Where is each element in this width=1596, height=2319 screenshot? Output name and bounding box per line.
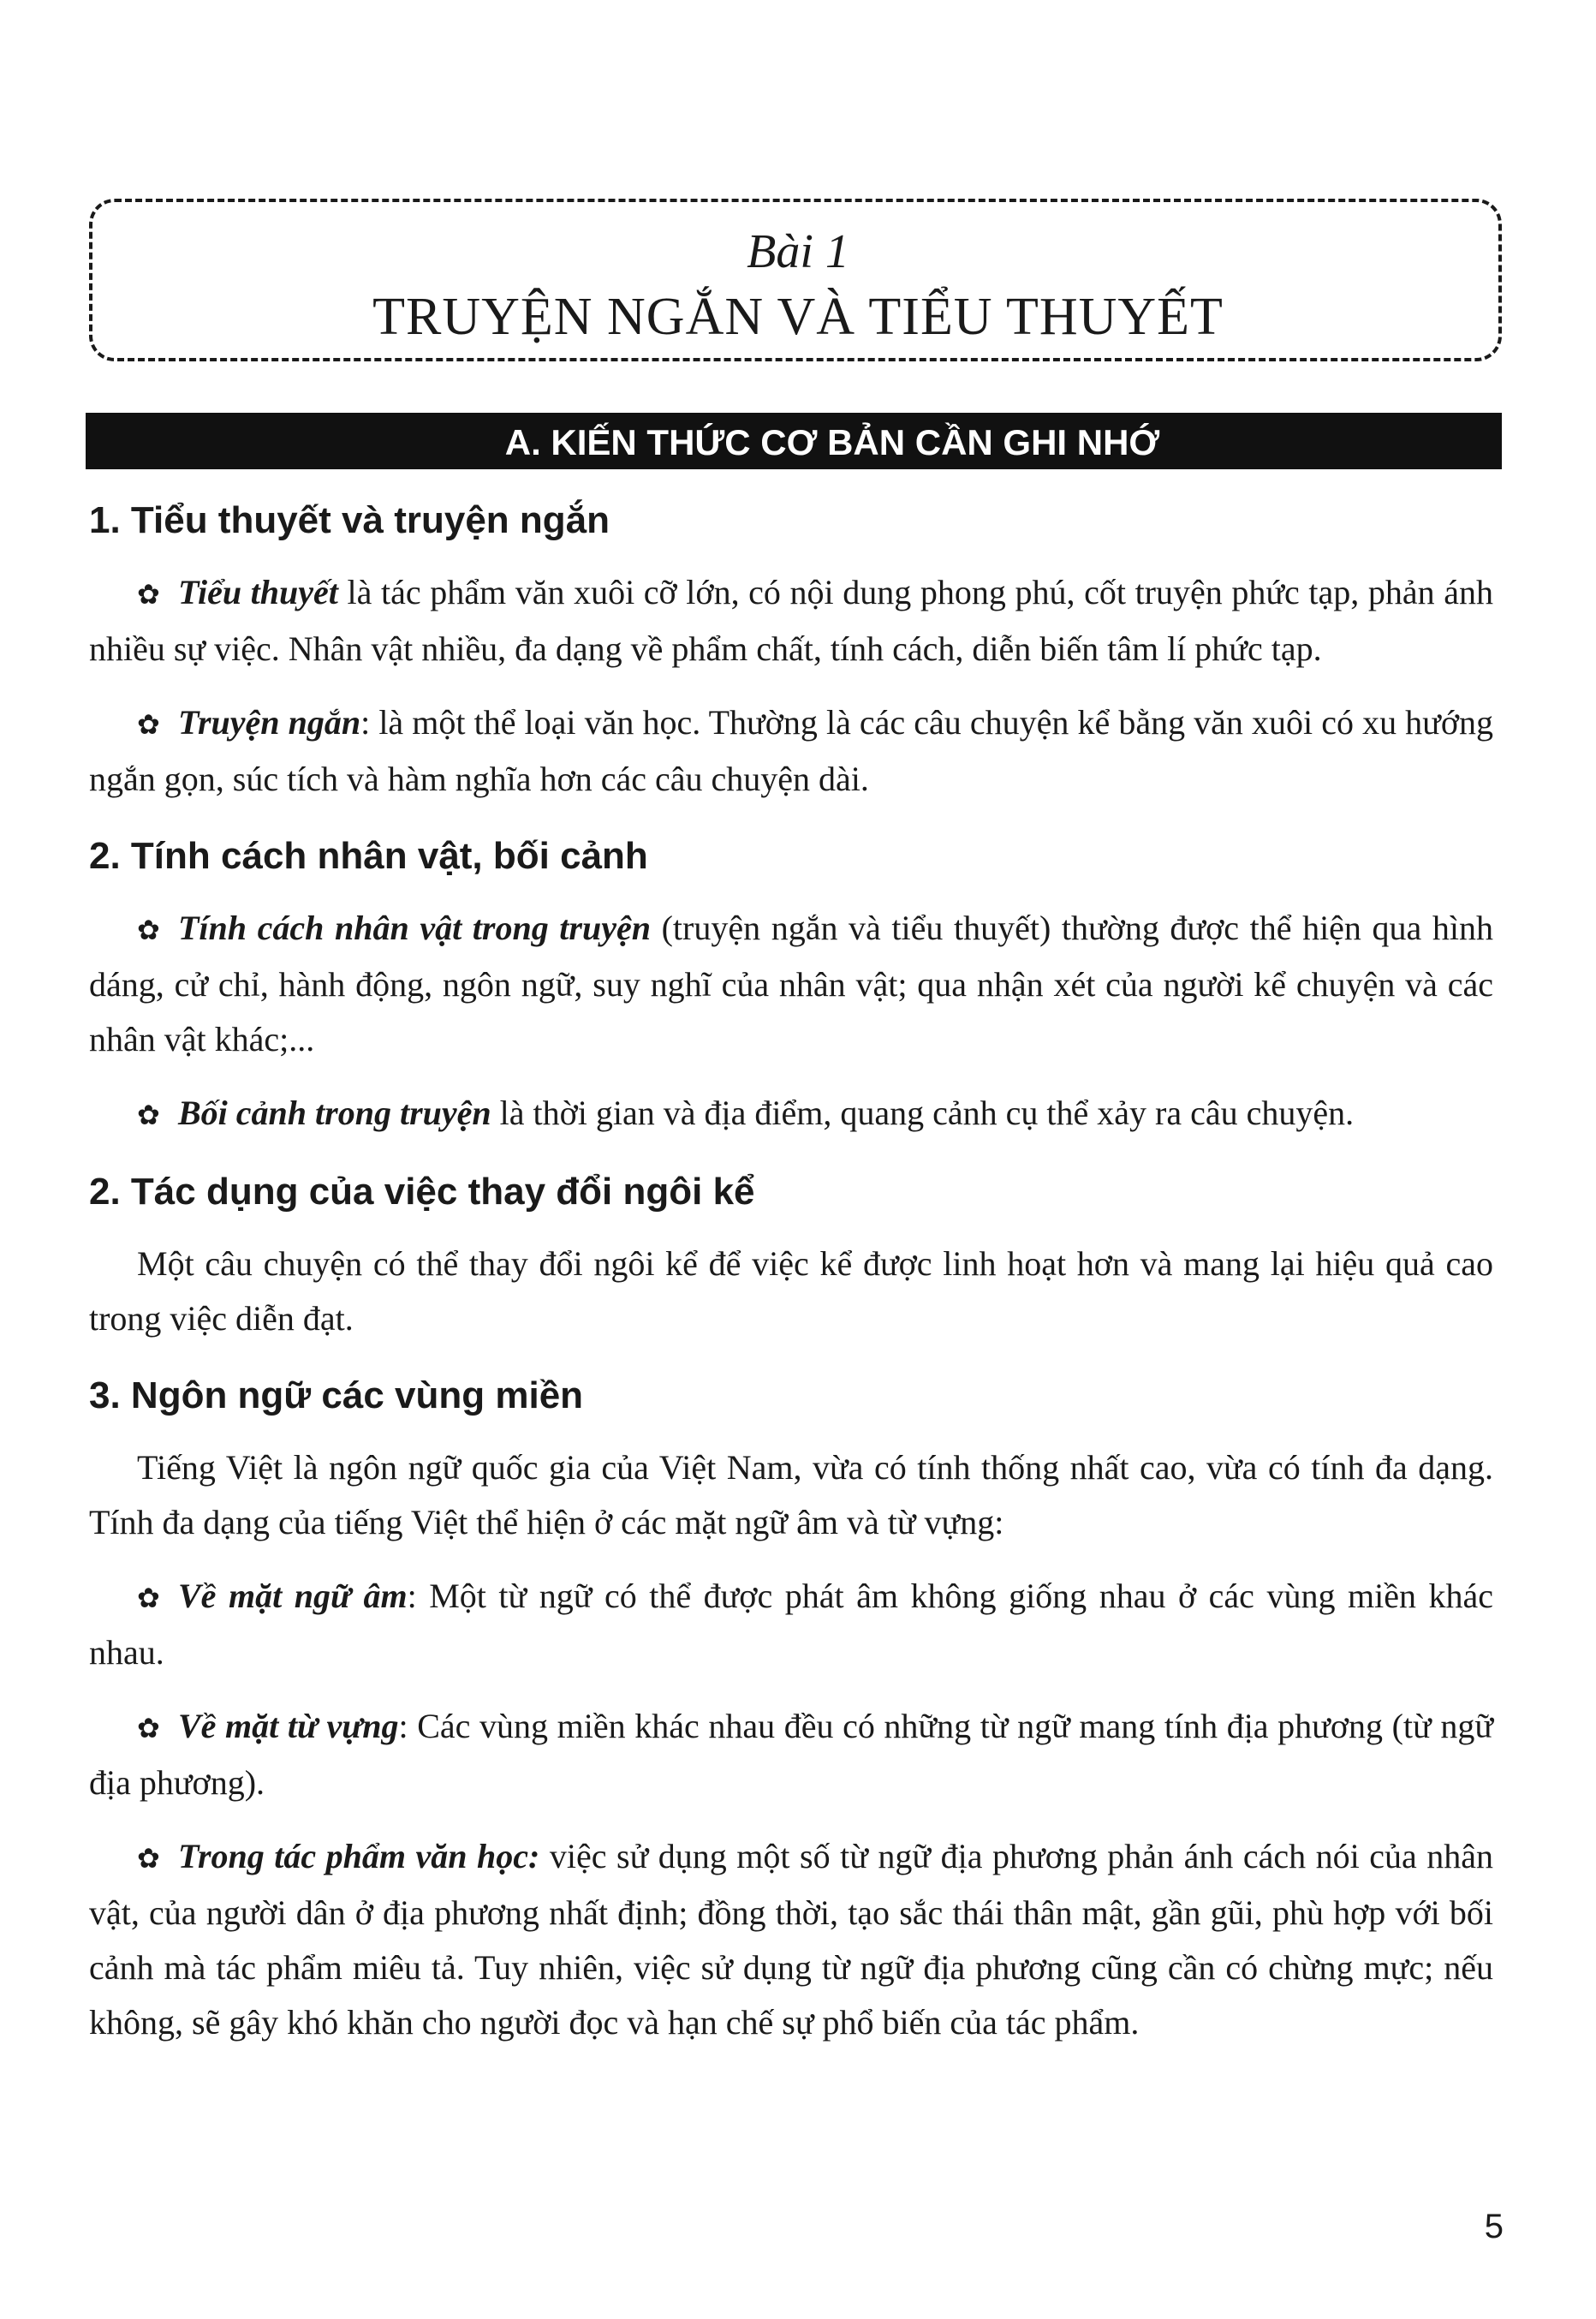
flower-icon: ✿: [137, 1843, 160, 1874]
section-heading-3: 2. Tác dụng của việc thay đổi ngôi kể: [89, 1171, 755, 1213]
paragraph-novel: [89, 565, 1493, 677]
text-short-story: : là một thể loại văn học. Thường là các câu chuyện kể bằng văn xuôi có xu hướng ngắn gọn, súc tích và hàm nghĩa hơn các câu chuyện dài.: [89, 703, 1493, 798]
flower-icon: ✿: [137, 915, 160, 945]
term-vocabulary: Về mặt từ vựng: [178, 1707, 399, 1745]
paragraph-phonetics: [89, 1569, 1493, 1680]
page-number: 5: [1484, 2208, 1504, 2245]
paragraph-short-story: [89, 695, 1493, 807]
paragraph-setting: [89, 1086, 1493, 1142]
flower-icon: ✿: [137, 1713, 160, 1744]
flower-icon: ✿: [137, 579, 160, 610]
lesson-title: TRUYỆN NGẮN VÀ TIỂU THUYẾT: [372, 288, 1224, 346]
section-banner: A. KIẾN THỨC CƠ BẢN CẦN GHI NHỚ: [86, 413, 1502, 469]
text-novel: là tác phẩm văn xuôi cỡ lớn, có nội dung phong phú, cốt truyện phức tạp, phản ánh nhiều sự việc. Nhân vật nhiều, đa dạng về phẩm chất, tính cách, diễn biến tâm lí phức tạp.: [89, 573, 1493, 668]
term-short-story: Truyện ngắn: [178, 703, 361, 742]
term-literature: Trong tác phẩm văn học:: [178, 1837, 540, 1875]
section-heading-1: 1. Tiểu thuyết và truyện ngắn: [89, 499, 610, 541]
text-literature: việc sử dụng một số từ ngữ địa phương phản ánh cách nói của nhân vật, của người dân ở địa phương nhất định; đồng thời, tạo sắc thái thân mật, gần gũi, phù hợp với bối cảnh mà tác phẩm miêu tả. Tuy nhiên, việc sử dụng từ ngữ địa phương cũng cần có chừng mực; nếu không, sẽ gây khó khăn cho người đọc và hạn chế sự phổ biến của tác phẩm.: [89, 1837, 1493, 2042]
term-setting: Bối cảnh trong truyện: [178, 1094, 491, 1132]
section-heading-4: 3. Ngôn ngữ các vùng miền: [89, 1374, 584, 1416]
text-phonetics: : Một từ ngữ có thể được phát âm không giống nhau ở các vùng miền khác nhau.: [89, 1577, 1494, 1672]
paragraph-narrator: Một câu chuyện có thể thay đổi ngôi kể để việc kể được linh hoạt hơn và mang lại hiệu quả cao trong việc diễn đạt.: [89, 1244, 1493, 1338]
text-setting: là thời gian và địa điểm, quang cảnh cụ thể xảy ra câu chuyện.: [491, 1094, 1355, 1132]
flower-icon: ✿: [137, 1583, 160, 1613]
lesson-number: Bài 1: [747, 225, 849, 278]
flower-icon: ✿: [137, 1100, 160, 1130]
text-character: (truyện ngắn và tiểu thuyết) thường được thể hiện qua hình dáng, cử chỉ, hành động, ngôn ngữ, suy nghĩ của nhân vật; qua nhận xét của người kể chuyện và các nhân vật khác;...: [89, 909, 1493, 1058]
flower-icon: ✿: [137, 709, 160, 740]
page-content: [89, 495, 1493, 2050]
paragraph-literature: [89, 1829, 1493, 2050]
term-novel: Tiểu thuyết: [178, 573, 338, 611]
term-character: Tính cách nhân vật trong truyện: [178, 909, 651, 947]
paragraph-vietnamese: Tiếng Việt là ngôn ngữ quốc gia của Việt Nam, vừa có tính thống nhất cao, vừa có tính đa dạng. Tính đa dạng của tiếng Việt thể hiện ở các mặt ngữ âm và từ vựng:: [89, 1448, 1493, 1541]
paragraph-vocabulary: [89, 1699, 1493, 1810]
text-vocabulary: : Các vùng miền khác nhau đều có những từ ngữ mang tính địa phương (từ ngữ địa phương).: [89, 1707, 1494, 1802]
term-phonetics: Về mặt ngữ âm: [178, 1577, 408, 1615]
paragraph-character: [89, 901, 1493, 1067]
section-heading-2: 2. Tính cách nhân vật, bối cảnh: [89, 835, 648, 877]
